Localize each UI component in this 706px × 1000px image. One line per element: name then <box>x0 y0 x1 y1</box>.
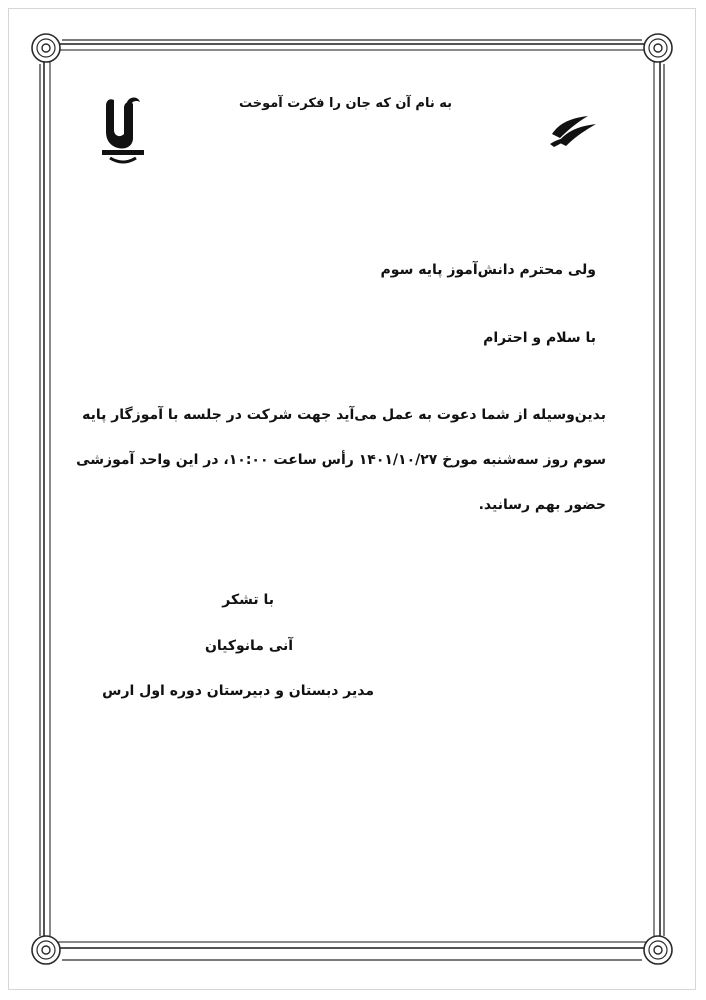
corner-ornament-icon <box>644 34 672 62</box>
wave-emblem-icon <box>548 114 600 148</box>
closing-line: با تشکر <box>222 592 274 608</box>
corner-ornament-icon <box>32 936 60 964</box>
addressee-line: ولی محترم دانش‌آموز پایه سوم <box>380 262 596 278</box>
body-line: بدین‌وسیله از شما دعوت به عمل می‌آید جهت شرکت در جلسه با آموزگار پایه <box>82 407 606 423</box>
corner-ornament-icon <box>644 936 672 964</box>
signer-name: آنی مانوکیان <box>204 638 294 654</box>
letter-body <box>76 393 606 528</box>
corner-ornament-icon <box>32 34 60 62</box>
letter-heading: به نام آن که جان را فکرت آموخت <box>238 96 452 111</box>
signer-title: مدیر دبستان و دبیرستان دوره اول ارس <box>102 683 374 699</box>
body-line: سوم روز سه‌شنبه مورخ ۱۴۰۱/۱۰/۲۷ رأس ساعت ۱۰:۰۰، در این واحد آموزشی <box>76 452 606 468</box>
greeting-line: با سلام و احترام <box>483 330 596 346</box>
body-line: حضور بهم رسانید. <box>478 497 606 513</box>
school-logo-icon <box>100 92 146 164</box>
